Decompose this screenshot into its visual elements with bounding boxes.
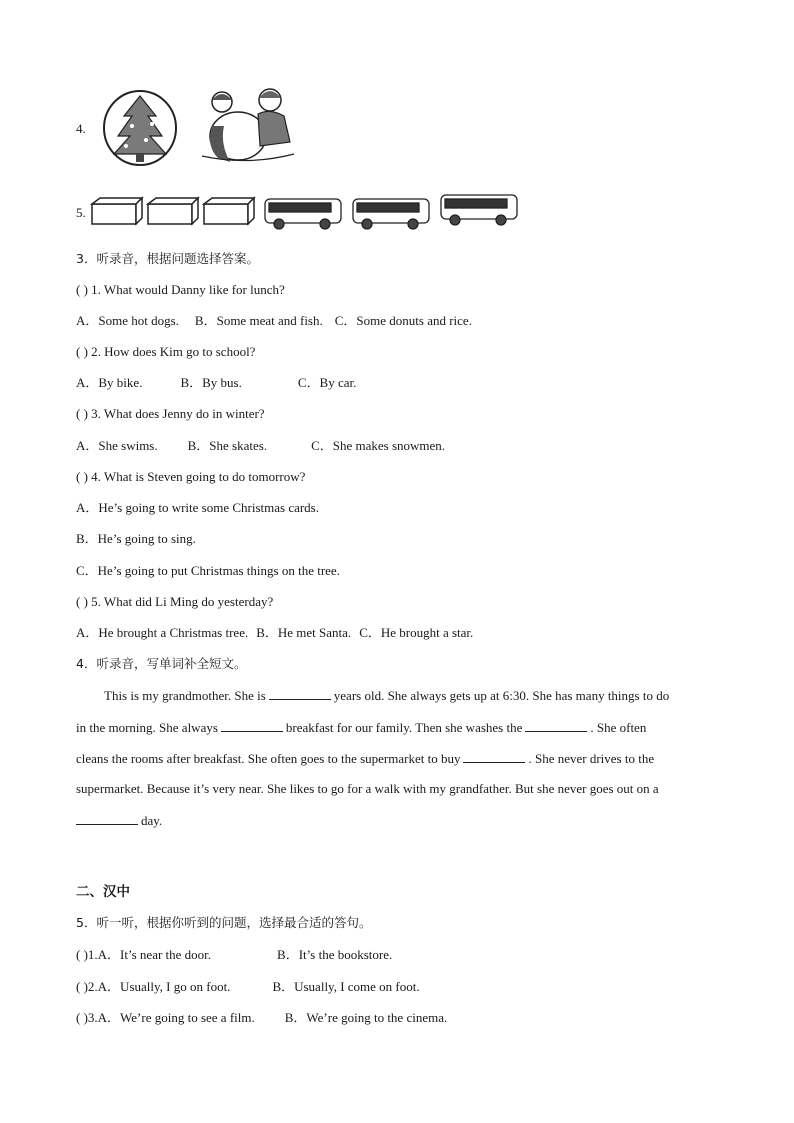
- q5-heading: 5．听一听，根据你听到的问题，选择最合适的答句。: [76, 915, 372, 930]
- q3-option-4a: A．He’s going to write some Christmas cards.: [76, 500, 319, 515]
- option-a: A．By bike.: [76, 375, 143, 390]
- q4-line-3: cleans the rooms after breakfast. She often goes to the supermarket to buy . She never drives to the: [76, 751, 655, 766]
- q3-options-5: [76, 625, 473, 641]
- answer-blank[interactable]: [463, 750, 525, 763]
- answer-blank[interactable]: [525, 719, 587, 732]
- q3-options-1: [76, 313, 472, 329]
- q3-option-4b: B．He’s going to sing.: [76, 531, 196, 546]
- option-a: A．He brought a Christmas tree.: [76, 625, 249, 640]
- q3-question-5: ( ) 5. What did Li Ming do yesterday?: [76, 594, 274, 609]
- q5-item-2: ( )2.A．Usually, I go on foot. B．Usually, I come on foot.: [76, 979, 420, 994]
- q4-line-4: supermarket. Because it’s very near. She likes to go for a walk with my grandfather. But she never goes out on a: [76, 781, 659, 796]
- option-b: B．She skates.: [187, 438, 268, 453]
- q5-item-3: ( )3.A．We’re going to see a film. B．We’re going to the cinema.: [76, 1010, 448, 1025]
- answer-blank[interactable]: [76, 812, 138, 825]
- option-a: A．Some hot dogs.: [76, 313, 179, 328]
- q3-options-3: [76, 438, 445, 454]
- q3-question-1: ( ) 1. What would Danny like for lunch?: [76, 282, 285, 297]
- q3-options-2: [76, 375, 356, 391]
- option-c: C．She makes snowmen.: [311, 438, 446, 453]
- option-c: C．Some donuts and rice.: [334, 313, 472, 328]
- option-b: B．He met Santa.: [256, 625, 352, 640]
- q4-line-2: in the morning. She always breakfast for our family. Then she washes the . She often: [76, 720, 647, 735]
- row-4-number: 4.: [76, 121, 86, 136]
- option-b: B．Some meat and fish.: [194, 313, 323, 328]
- q4-heading: 4．听录音，写单词补全短文。: [76, 656, 247, 671]
- option-c: C．He brought a star.: [359, 625, 474, 640]
- box-icon: [90, 196, 260, 228]
- answer-blank[interactable]: [269, 687, 331, 700]
- q4-line-1: This is my grandmother. She is years old. She always gets up at 6:30. She has many things to do: [104, 688, 670, 703]
- answer-blank[interactable]: [221, 719, 283, 732]
- option-b: B．By bus.: [180, 375, 242, 390]
- q3-question-4: ( ) 4. What is Steven going to do tomorrow?: [76, 469, 306, 484]
- option-a: A．She swims.: [76, 438, 158, 453]
- christmas-tree-icon: [102, 88, 182, 168]
- q3-option-4c: C．He’s going to put Christmas things on the tree.: [76, 563, 340, 578]
- option-c: C．By car.: [297, 375, 357, 390]
- bus-icon: [263, 193, 523, 233]
- snowman-icon: [198, 86, 298, 166]
- q3-heading: 3．听录音，根据问题选择答案。: [76, 251, 259, 266]
- q3-question-2: ( ) 2. How does Kim go to school?: [76, 344, 256, 359]
- q4-line-5: day.: [76, 812, 162, 829]
- section-title: 二、汉中: [76, 884, 130, 900]
- q5-item-1: ( )1.A．It’s near the door. B．It’s the bookstore.: [76, 947, 393, 962]
- q3-question-3: ( ) 3. What does Jenny do in winter?: [76, 406, 265, 421]
- row-5-number: 5.: [76, 205, 86, 220]
